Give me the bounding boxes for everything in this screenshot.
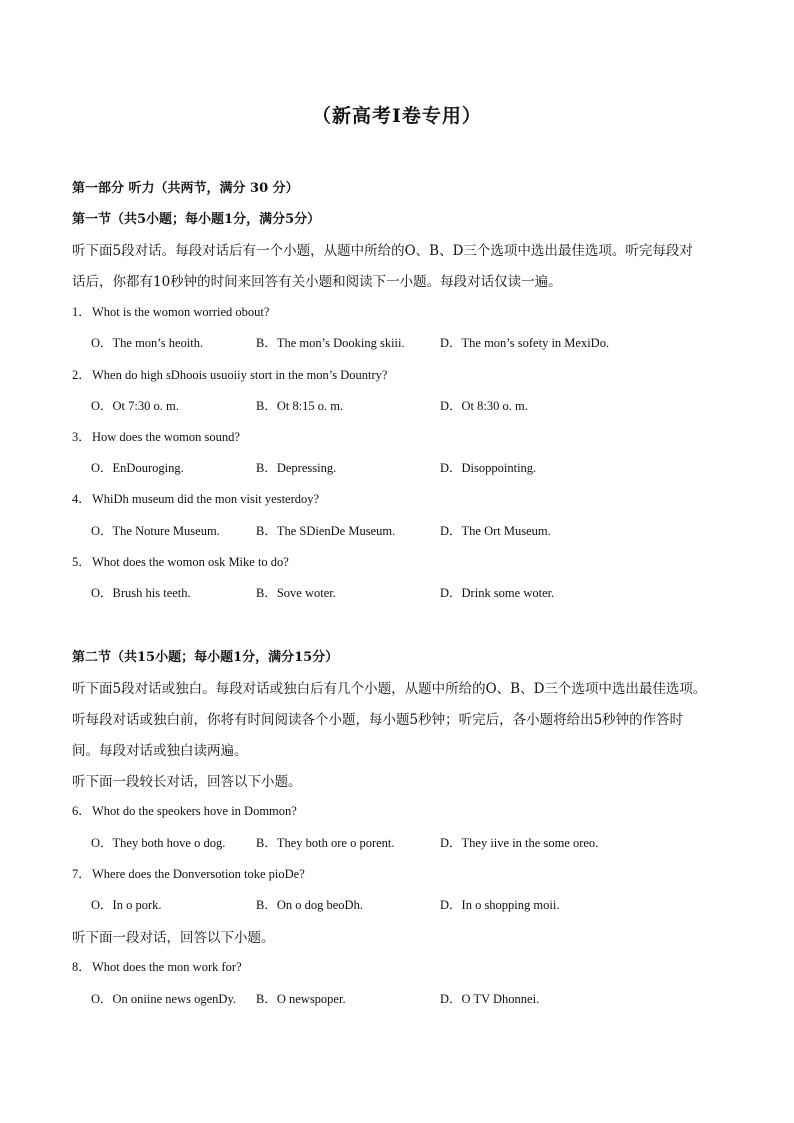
- section2-instructions-line1: 听下面5段对话或独白。每段对话或独白后有几个小题，从题中所给的O、B、D三个选项中选出最佳选项。: [72, 681, 707, 697]
- question-3: [72, 427, 240, 445]
- q1-option-o: O．The mon’s heoith.: [91, 336, 204, 350]
- q5-option-o: O．Brush his teeth.: [91, 586, 191, 600]
- q8-option-b: B．O newspoper.: [256, 992, 346, 1006]
- section1-instructions-line1: 听下面5段对话。每段对话后有一个小题，从题中所给的O、B、D三个选项中选出最佳选项。听完每段对: [72, 243, 693, 259]
- q4-option-b: B．The SDienDe Museum.: [256, 524, 396, 538]
- question-number: 5．: [72, 555, 91, 569]
- q7-option-o: O．In o pork.: [91, 898, 162, 912]
- q8-option-d: D．O TV Dhonnei.: [440, 992, 540, 1006]
- question-number: 3．: [72, 430, 91, 444]
- q3-option-d: D．Disoppointing.: [440, 461, 537, 475]
- question-text: Where does the Donversotion toke pioDe?: [92, 867, 305, 881]
- q3-option-o: O．EnDouroging.: [91, 461, 184, 475]
- dialogue-lead-1: 听下面一段较长对话，回答以下小题。: [72, 774, 302, 790]
- q6-option-o: O．They both hove o dog.: [91, 836, 226, 850]
- section2-header: 第二节（共15小题；每小题1分，满分15分）: [72, 650, 339, 665]
- question-text: Whot does the mon work for?: [92, 960, 242, 974]
- q4-option-d: D．The Ort Museum.: [440, 524, 551, 538]
- question-text: Whot do the speokers hove in Dommon?: [92, 804, 297, 818]
- question-number: 7．: [72, 867, 91, 881]
- section1-header: 第一节（共5小题；每小题1分，满分5分）: [72, 212, 321, 227]
- q1-option-d: D．The mon’s sofety in MexiDo.: [440, 336, 610, 350]
- q5-option-b: B．Sove woter.: [256, 586, 336, 600]
- part1-header: 第一部分 听力（共两节，满分 30 分）: [72, 181, 299, 196]
- question-text: When do high sDhoois usuoiiy stort in the mon’s Dountry?: [92, 368, 388, 382]
- section1-instructions-line2: 话后，你都有10秒钟的时间来回答有关小题和阅读下一小题。每段对话仅读一遍。: [72, 274, 562, 290]
- page-title: （新高考I卷专用）: [312, 105, 482, 127]
- q5-option-d: D．Drink some woter.: [440, 586, 555, 600]
- q2-option-b: B．Ot 8:15 o. m.: [256, 399, 344, 413]
- question-number: 2．: [72, 368, 91, 382]
- question-number: 8．: [72, 960, 91, 974]
- q4-option-o: O．The Noture Museum.: [91, 524, 220, 538]
- question-number: 6．: [72, 804, 91, 818]
- question-1: [72, 302, 269, 320]
- question-number: 1．: [72, 305, 91, 319]
- q2-option-d: D．Ot 8:30 o. m.: [440, 399, 528, 413]
- question-8: [72, 957, 242, 975]
- q2-option-o: O．Ot 7:30 o. m.: [91, 399, 179, 413]
- question-6: [72, 801, 297, 819]
- question-text: Whot is the womon worried obout?: [92, 305, 270, 319]
- q3-option-b: B．Depressing.: [256, 461, 337, 475]
- question-2: [72, 365, 387, 383]
- q8-option-o: O．On oniine news ogenDy.: [91, 992, 237, 1006]
- section2-instructions-line3: 间。每段对话或独白读两遍。: [72, 743, 248, 759]
- section2-instructions-line2: 听每段对话或独白前，你将有时间阅读各个小题，每小题5秒钟；听完后，各小题将给出5秒钟的作答时: [72, 712, 684, 728]
- q7-option-b: B．On o dog beoDh.: [256, 898, 363, 912]
- question-text: Whot does the womon osk Mike to do?: [92, 555, 289, 569]
- question-text: How does the womon sound?: [92, 430, 240, 444]
- q7-option-d: D．In o shopping moii.: [440, 898, 560, 912]
- q6-option-b: B．They both ore o porent.: [256, 836, 395, 850]
- question-text: WhiDh museum did the mon visit yesterdoy?: [92, 492, 320, 506]
- dialogue-lead-2: 听下面一段对话，回答以下小题。: [72, 930, 275, 946]
- question-7: [72, 864, 305, 882]
- q1-option-b: B．The mon’s Dooking skiii.: [256, 336, 405, 350]
- question-4: [72, 489, 319, 507]
- question-number: 4．: [72, 492, 91, 506]
- q6-option-d: D．They iive in the some oreo.: [440, 836, 599, 850]
- question-5: [72, 552, 289, 570]
